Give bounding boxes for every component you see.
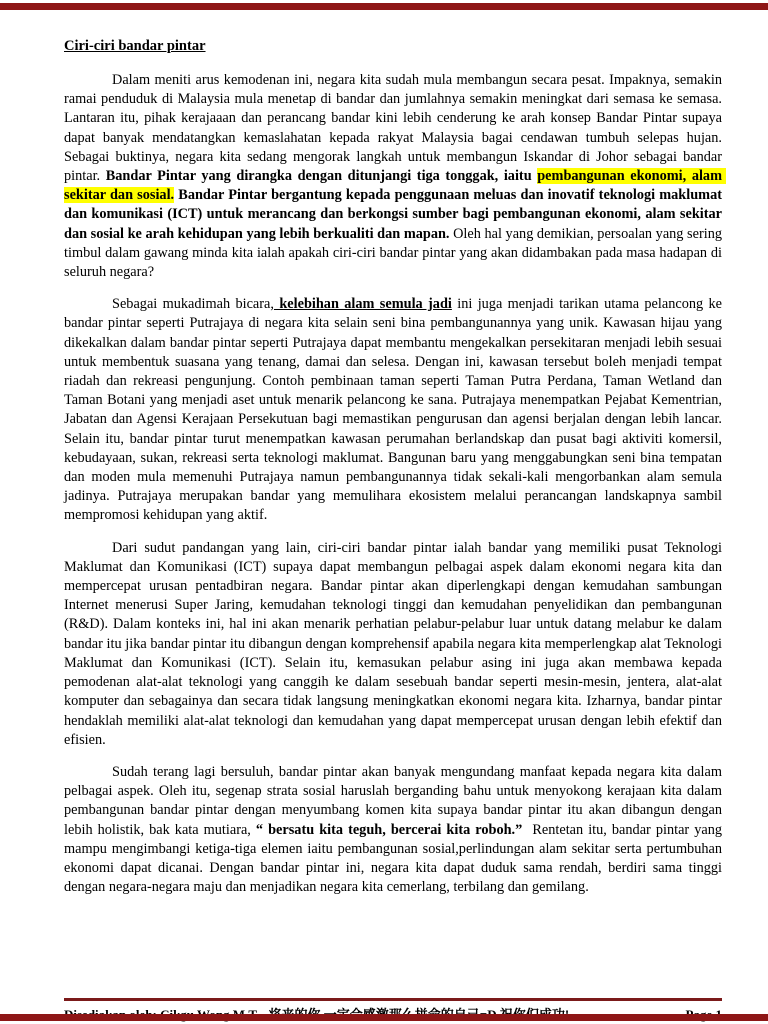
text-run: Dalam meniti arus kemodenan ini, negara kita sudah mula membangun secara pesat. Impaknya, semakin ramai penduduk di Malaysia mula menetap di bandar dan jumlahnya semakin meningkat dari semasa ke semasa. Lantaran itu, pihak kerajaaan dan perancang bandar kini lebih cenderung ke arah konsep Bandar Pintar supaya dapat banyak mendatangkan kemaslahatan kepada rakyat Malaysia bagai cendawan tumbuh selepas hujan. Sebagai buktinya, negara kita sedang mengorak langkah untuk membangun Iskandar di Johor sebagai bandar pintar. (64, 72, 726, 185)
text-run: “ bersatu kita teguh, bercerai kita roboh.” (255, 821, 523, 838)
highlighted-text: pembangunan ekonomi, alam sekitar dan sosial. (64, 168, 726, 204)
text-run: Bandar Pintar bergantung kepada penggunaan meluas dan inovatif teknologi maklumat dan komunikasi (ICT) untuk merancang dan berkongsi sumber bagi pembangunan ekonomi, alam sekitar dan sosial ke arah kehidupan yang lebih berkualiti dan mapan. (64, 187, 726, 242)
bottom-border-bar (0, 1014, 768, 1021)
paragraph (64, 295, 726, 525)
text-run: Rentetan itu, bandar pintar yang mampu mengimbangi ketiga-tiga elemen iaitu pembangunan sosial,perlindungan alam sekitar serta pertumbuhan ekonomi dapat dicanai. Dengan bandar pintar ini, negara kita dapat duduk sama rendah, berdiri sama tinggi dengan negara-negara maju dan menjadikan negara kita cemerlang, terbilang dan gemilang. (64, 821, 726, 896)
document-content (64, 38, 726, 910)
document-title: Ciri-ciri bandar pintar (64, 38, 206, 54)
paragraph (64, 71, 726, 282)
text-run: ini juga menjadi tarikan utama pelancong ke bandar pintar seperti Putrajaya di negara kita selain seni bina pembangunannya yang unik. Kawasan hijau yang dikekalkan dalam bandar pintar seperti Putrajaya dapat membantu mengekalkan persekitaran menjadi lebih sesuai untuk membentuk suasana yang tenang, damai dan selesa. Dengan ini, kawasan tersebut boleh menjadi tempat riadah dan rekreasi pengunjung. Contoh pembinaan taman seperti Taman Putra Perdana, Taman Wetland dan Taman Botani yang menjadi aset untuk menarik pelancong ke sana. Putrajaya menempatkan Pejabat Kementrian, Jabatan dan Agensi Kerajaan Persekutuan bagi memastikan pengurusan dan agensi berjalan dengan lebih lancar. Selain itu, bandar pintar turut menempatkan kawasan perumahan berlandskap dan pusat bagi aktiviti komersil, kebudayaan, sukan, rekreasi serta teknologi maklumat. Bangunan baru yang menggabungkan seni bina tempatan dan moden mula memenuhi Putrajaya namun pembangunannya tidak sekali-kali mengorbankan alam semula jadinya. Putrajaya merupakan bandar yang memulihara ekosistem melalui perancangan landskapnya sambil mempromosi kehidupan yang aktif. (64, 296, 726, 524)
text-run: Oleh hal yang demikian, persoalan yang sering timbul dalam gawang minda kita ialah apakah ciri-ciri bandar pintar yang akan didambakan pada masa hadapan di seluruh negara? (64, 225, 726, 281)
document-body (64, 71, 726, 897)
paragraph (64, 763, 726, 897)
paragraph (64, 539, 726, 750)
text-run: Sudah terang lagi bersuluh, bandar pintar akan banyak mengundang manfaat kepada negara kita dalam pelbagai aspek. Oleh itu, segenap strata sosial haruslah berganding bahu untuk menyokong kerajaan kita dalam pembangunan bandar pintar dengan menyumbang komen kita supaya bandar pintar itu akan dibangun dengan lebih holistik, bak kata mutiara, (64, 763, 726, 838)
text-run: kelebihan alam semula jadi (273, 296, 452, 313)
text-run: Bandar Pintar yang dirangka dengan ditunjangi tiga tonggak, iaitu (105, 168, 538, 185)
top-border-bar (0, 3, 768, 10)
text-run: Dari sudut pandangan yang lain, ciri-ciri bandar pintar ialah bandar yang memiliki pusat Teknologi Maklumat dan Komunikasi (ICT) supaya dapat membangun pelbagai aspek dalam ekonomi negara kita dan mempercepat urusan pentadbiran negara. Bandar pintar akan diperlengkapi dengan kemudahan sambungan Internet menerusi Super Jaring, kemudahan teknologi tinggi dan kemudahan penyelidikan dan pembangunan (R&D). Dalam konteks ini, hal ini akan menarik perhatian pelabur-pelabur luar untuk datang melabur ke dalam bandar itu jika bandar pintar itu dibangun dengan komprehensif apabila negara kita memperlengkap alat Teknologi Maklumat dan Komunikasi (ICT). Selain itu, kemasukan pelabur asing ini juga akan membawa kepada pemodenan alat-alat teknologi yang canggih ke dalam sesebuah bandar seperti mesin-mesin, jentera, alat-alat komputer dan sebagainya dan secara tidak langsung meningkatkan ekonomi negara kita. Izharnya, bandar pintar hendaklah memiliki alat-alat teknologi dan kemudahan yang dapat mempercepat urusan dengan lebih efektif dan efisien. (64, 539, 726, 748)
footer-divider (64, 998, 722, 1001)
text-run: Sebagai mukadimah bicara, (112, 296, 274, 313)
